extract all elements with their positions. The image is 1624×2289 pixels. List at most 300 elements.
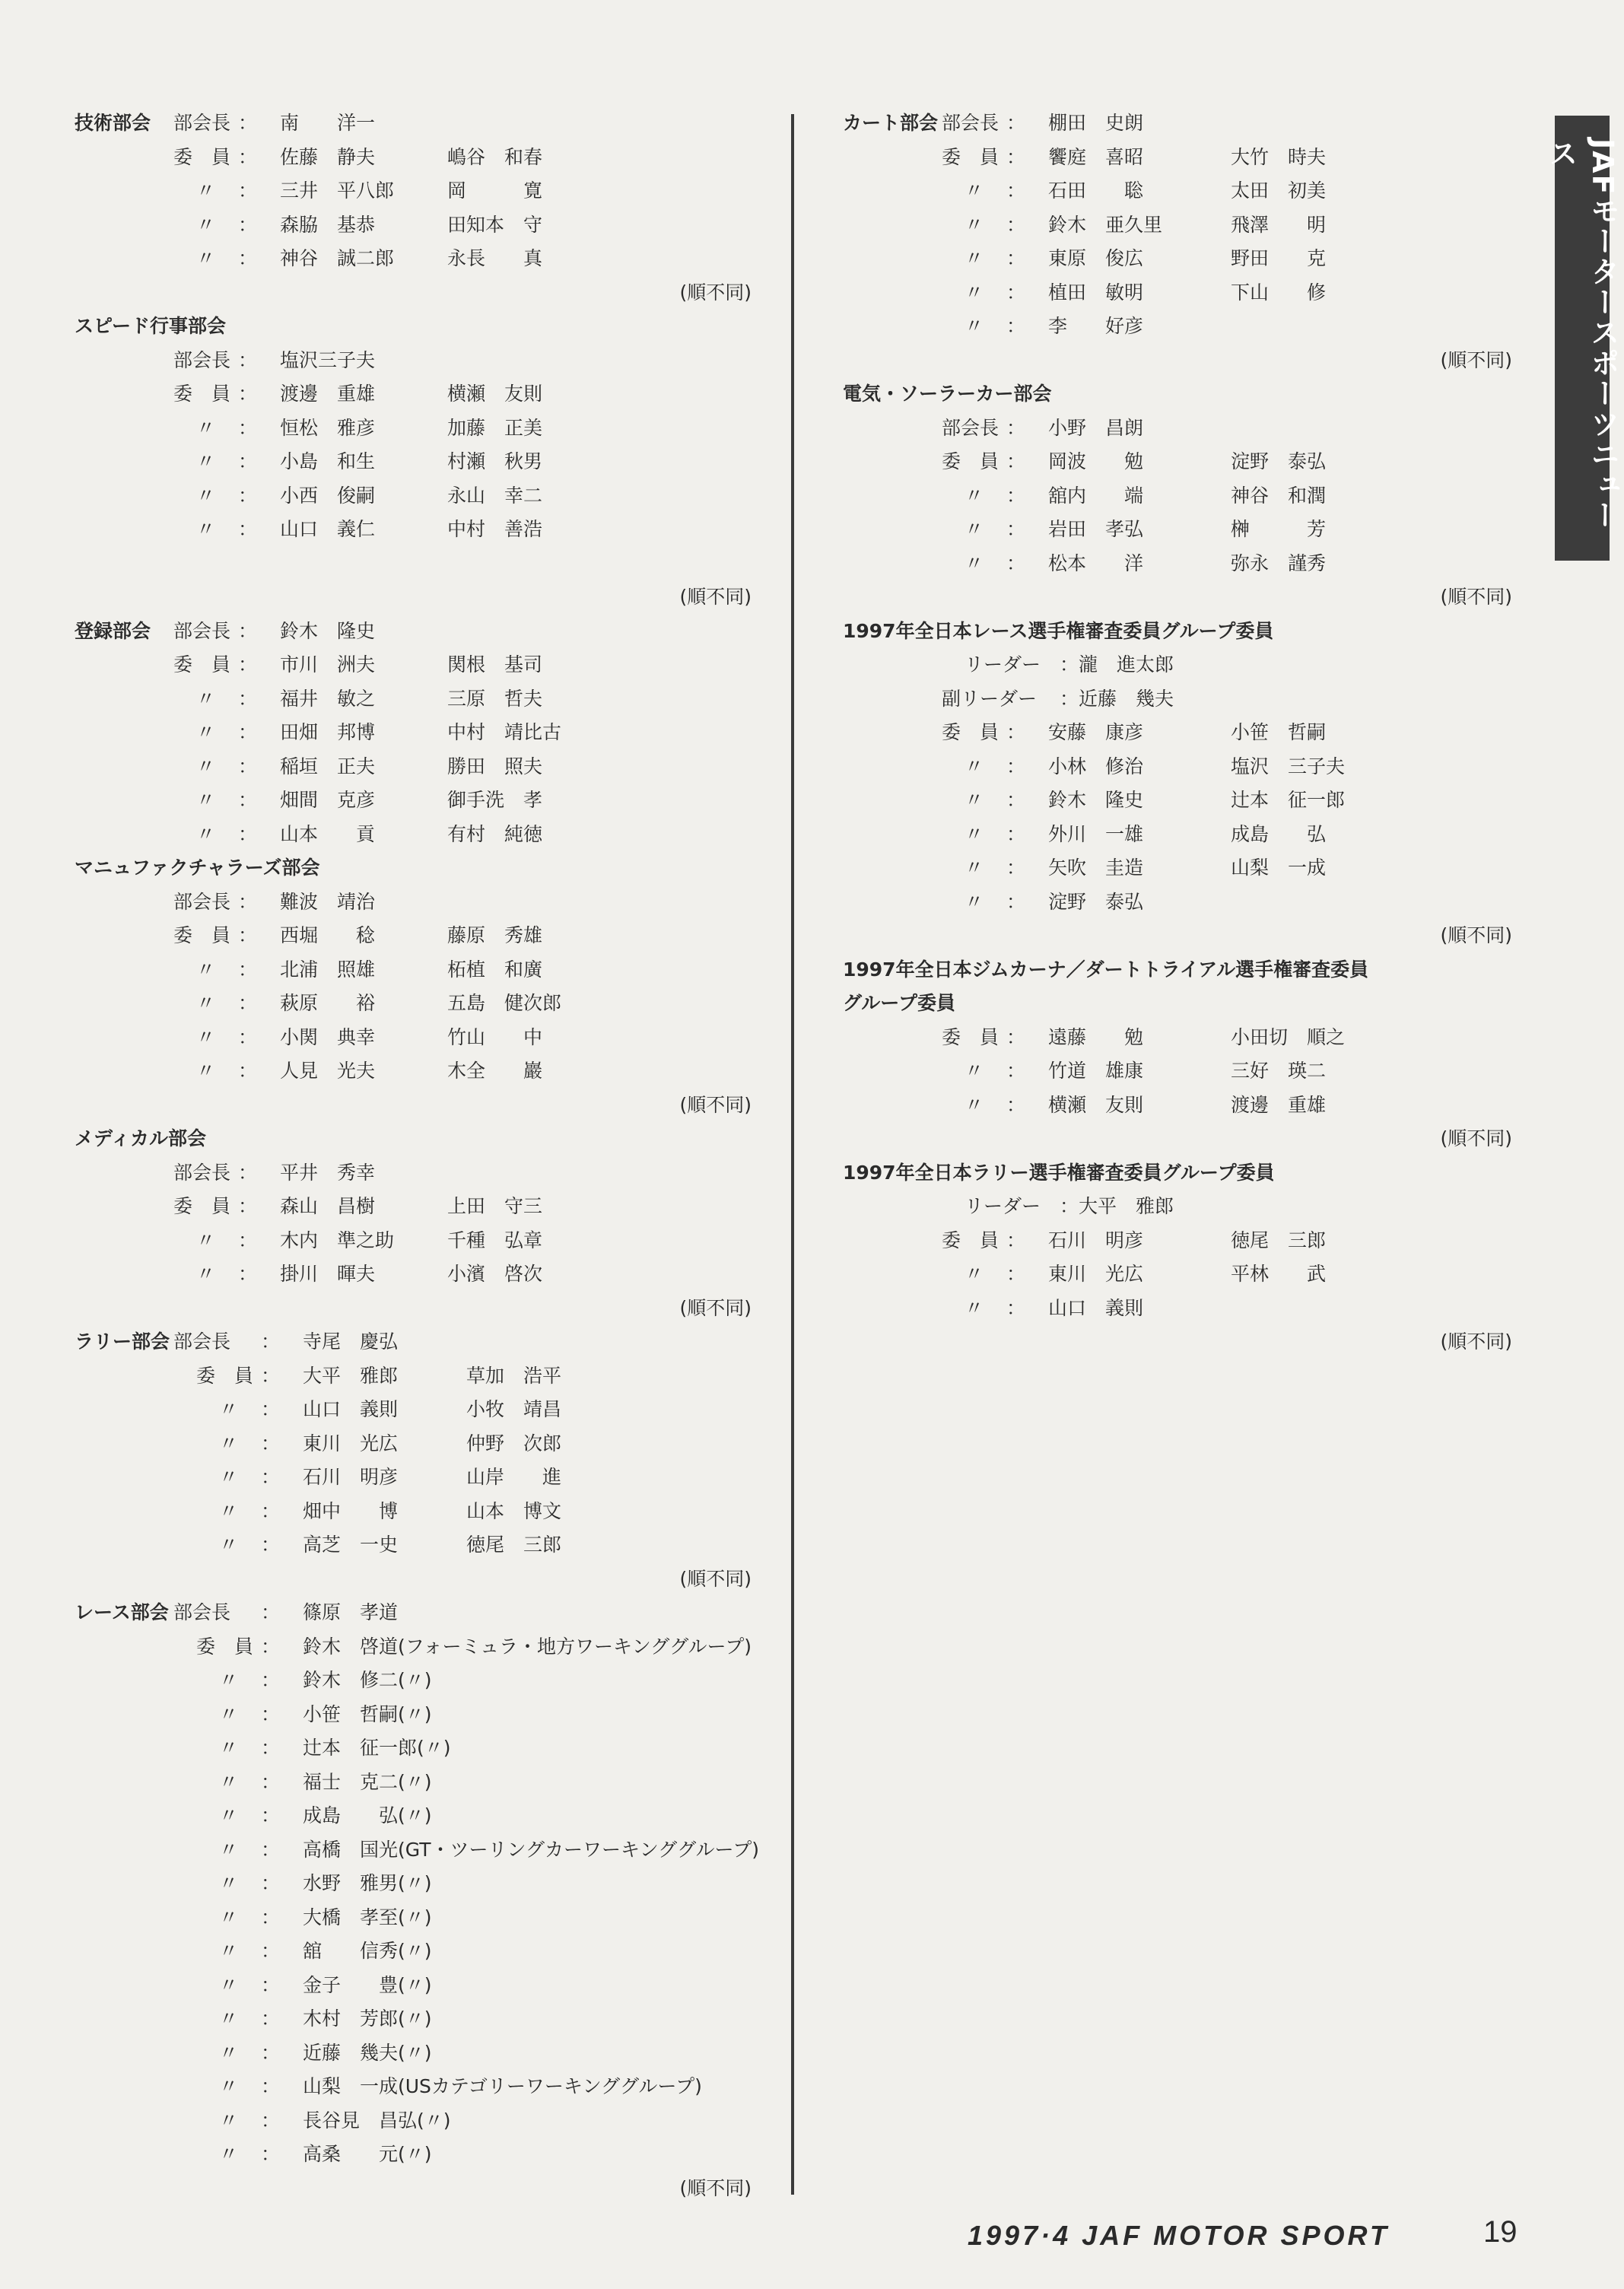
member-name-2: 徳尾 三郎 (466, 1534, 562, 1556)
member-name-2: 岡 寛 (447, 180, 543, 202)
member-role: 〃 (196, 180, 216, 202)
member-name-2: 中村 靖比古 (447, 721, 562, 743)
section-tab-label: JAFモータースポーツニュース (1544, 138, 1619, 531)
colon: ： (238, 958, 258, 981)
member-role: 〃 (196, 247, 216, 269)
member-name-2: 淀野 泰弘 (1231, 450, 1327, 472)
member-role: 〃 (965, 890, 984, 913)
committee-section (843, 615, 1512, 953)
order-note: (順不同) (1440, 348, 1512, 371)
member-role: 〃 (219, 1770, 239, 1793)
member-row (75, 1969, 752, 2003)
colon: ： (238, 145, 258, 168)
member-name: 舘内 端 (1048, 484, 1144, 507)
chair-row (75, 1596, 752, 1630)
member-role: 〃 (196, 822, 216, 845)
member-name: 金子 豊(〃) (303, 1973, 432, 1996)
member-name: 大橋 孝至(〃) (303, 1906, 432, 1928)
member-name: 東川 光広 (303, 1432, 399, 1454)
member-name: 小島 和生 (280, 450, 376, 472)
colon: ： (1006, 247, 1026, 269)
order-note: (順不同) (1440, 586, 1512, 608)
member-role: 委 員 (942, 450, 1000, 472)
member-name-2: 山岸 進 (466, 1466, 562, 1488)
colon: ： (238, 180, 258, 202)
member-role: 委 員 (173, 383, 231, 405)
member-row (75, 784, 752, 818)
chair-name: 篠原 孝道 (303, 1601, 399, 1623)
member-name: 成島 弘(〃) (303, 1804, 432, 1826)
member-role: 〃 (196, 687, 216, 710)
chair-name: 鈴木 隆史 (280, 619, 376, 642)
colon: ： (261, 1973, 281, 1996)
member-role: 〃 (196, 484, 216, 507)
member-role: 〃 (196, 992, 216, 1014)
colon: ： (238, 822, 258, 845)
leader-row (843, 1190, 1512, 1224)
colon: ： (238, 1263, 258, 1285)
member-role: 〃 (965, 1296, 984, 1319)
member-row (75, 1393, 752, 1427)
member-name: 佐藤 静夫 (280, 145, 376, 168)
colon: ： (238, 755, 258, 777)
committee-section (75, 107, 752, 310)
member-role: 〃 (965, 857, 984, 879)
member-role: 〃 (219, 1466, 239, 1488)
section-title: 技術部会 (75, 112, 151, 134)
member-row (75, 1935, 752, 1969)
member-role: 委 員 (173, 924, 231, 946)
member-name: 人見 光夫 (280, 1060, 376, 1082)
member-name: 松本 洋 (1048, 552, 1144, 574)
chair-name: 寺尾 慶弘 (303, 1330, 399, 1353)
colon: ： (1006, 789, 1026, 811)
chair-name: 塩沢三子夫 (280, 348, 376, 371)
colon: ： (261, 1669, 281, 1691)
member-row (843, 445, 1512, 479)
member-role: 〃 (219, 1906, 239, 1928)
member-row (843, 818, 1512, 852)
member-name-2: 神谷 和潤 (1231, 484, 1327, 507)
chair-role: 部会長 (173, 890, 231, 913)
colon: ： (238, 992, 258, 1014)
colon: ： (238, 721, 258, 743)
member-role: 委 員 (196, 1635, 254, 1658)
leader-role: 副リーダー (942, 687, 1038, 710)
colon: ： (1006, 1060, 1026, 1082)
committee-section (75, 851, 752, 1122)
committee-section (843, 107, 1512, 377)
chair-row (75, 1325, 752, 1359)
member-name-2: 加藤 正美 (447, 416, 543, 439)
member-row (75, 1461, 752, 1495)
member-name: 山口 義則 (1048, 1296, 1144, 1319)
chair-row (75, 107, 752, 141)
member-role: 〃 (965, 213, 984, 236)
member-row (75, 953, 752, 987)
colon: ： (261, 1499, 281, 1522)
member-role: 〃 (196, 1025, 216, 1048)
member-name: 近藤 幾夫(〃) (303, 2041, 432, 2064)
member-name: 高桑 元(〃) (303, 2143, 432, 2165)
member-name-2: 御手洗 孝 (447, 789, 543, 811)
chair-row (75, 1156, 752, 1191)
member-row (75, 1224, 752, 1258)
member-row (75, 2036, 752, 2071)
section-title-cont: グループ委員 (843, 992, 956, 1014)
member-name-2: 成島 弘 (1231, 822, 1327, 845)
member-name-2: 小濱 啓次 (447, 1263, 543, 1285)
member-role: 委 員 (196, 1364, 254, 1387)
member-row (843, 513, 1512, 547)
member-row (843, 479, 1512, 513)
colon: ： (261, 1702, 281, 1725)
member-role: 委 員 (173, 1195, 231, 1217)
member-row (75, 818, 752, 852)
member-name-2: 有村 純徳 (447, 822, 543, 845)
member-row (75, 750, 752, 784)
colon: ： (238, 1025, 258, 1048)
member-name: 水野 雅男(〃) (303, 1872, 432, 1894)
member-role: 〃 (219, 2008, 239, 2030)
member-name: 渡邊 重雄 (280, 383, 376, 405)
member-row (75, 2138, 752, 2172)
member-role: 〃 (219, 1973, 239, 1996)
member-name-2: 永山 幸二 (447, 484, 543, 507)
leader-role: リーダー (965, 1195, 1041, 1217)
colon: ： (1006, 145, 1026, 168)
colon: ： (238, 348, 258, 371)
committee-section (843, 1156, 1512, 1359)
member-row (75, 1054, 752, 1089)
member-row (843, 1292, 1512, 1326)
member-row (843, 1224, 1512, 1258)
member-name-2: 永長 真 (447, 247, 543, 269)
member-role: 〃 (196, 518, 216, 540)
colon: ： (261, 1635, 281, 1658)
member-role: 〃 (219, 1872, 239, 1894)
colon: ： (1006, 112, 1026, 134)
member-name: 竹道 雄康 (1048, 1060, 1144, 1082)
member-name: 植田 敏明 (1048, 281, 1144, 304)
member-role: 〃 (219, 1804, 239, 1826)
order-note: (順不同) (1440, 1127, 1512, 1149)
colon: ： (238, 653, 258, 676)
colon: ： (238, 416, 258, 439)
member-name-2: 柘植 和廣 (447, 958, 543, 981)
committee-section (843, 953, 1512, 1156)
leader-name: 大平 雅郎 (1079, 1195, 1174, 1217)
member-row (843, 310, 1512, 344)
colon: ： (1006, 1025, 1026, 1048)
member-role: 委 員 (173, 145, 231, 168)
chair-name: 難波 靖治 (280, 890, 376, 913)
member-name: 掛川 暉夫 (280, 1263, 376, 1285)
leader-name: 近藤 幾夫 (1079, 687, 1174, 710)
member-name: 辻本 征一郎(〃) (303, 1737, 451, 1759)
section-title: 登録部会 (75, 619, 151, 642)
member-row (843, 851, 1512, 885)
colon: ： (238, 247, 258, 269)
colon: ： (238, 924, 258, 946)
member-role: 〃 (219, 1737, 239, 1759)
colon: ： (1006, 315, 1026, 337)
member-name: 木内 準之助 (280, 1229, 395, 1251)
colon: ： (1006, 1263, 1026, 1285)
colon: ： (1006, 180, 1026, 202)
colon: ： (261, 1838, 281, 1861)
member-name-2: 田知本 守 (447, 213, 543, 236)
member-role: 〃 (196, 721, 216, 743)
member-role: 〃 (219, 1940, 239, 1962)
member-name-2: 村瀬 秋男 (447, 450, 543, 472)
colon: ： (1060, 653, 1079, 676)
order-note: (順不同) (679, 281, 752, 304)
order-note: (順不同) (1440, 924, 1512, 946)
member-name-2: 山本 博文 (466, 1499, 562, 1522)
colon: ： (261, 2075, 281, 2097)
colon: ： (238, 1195, 258, 1217)
colon: ： (238, 619, 258, 642)
colon: ： (1006, 213, 1026, 236)
member-name: 長谷見 昌弘(〃) (303, 2109, 451, 2132)
member-row (75, 1901, 752, 1935)
member-name: 森脇 基恭 (280, 213, 376, 236)
member-row (75, 1833, 760, 1868)
member-row (75, 242, 752, 276)
colon: ： (238, 1161, 258, 1184)
colon: ： (1006, 755, 1026, 777)
member-role: 〃 (196, 755, 216, 777)
member-row (75, 1359, 752, 1394)
committee-section (75, 310, 752, 615)
chair-row (75, 615, 752, 649)
colon: ： (238, 687, 258, 710)
colon: ： (261, 1364, 281, 1387)
member-role: 委 員 (942, 721, 1000, 743)
order-note: (順不同) (679, 2176, 752, 2199)
member-name-2: 渡邊 重雄 (1231, 1093, 1327, 1116)
member-row (843, 174, 1512, 208)
section-tab (1544, 116, 1619, 561)
member-row (75, 716, 752, 750)
colon: ： (1006, 1229, 1026, 1251)
member-name: 福士 克二(〃) (303, 1770, 432, 1793)
colon: ： (238, 518, 258, 540)
member-row (843, 716, 1512, 750)
member-name: 山口 義則 (303, 1398, 399, 1420)
order-note: (順不同) (679, 586, 752, 608)
member-name-2: 徳尾 三郎 (1231, 1229, 1327, 1251)
member-name-2: 小田切 順之 (1231, 1025, 1346, 1048)
committee-section (75, 1596, 760, 2205)
member-name: 鈴木 隆史 (1048, 789, 1144, 811)
footer-issue: 1997·4 JAF MOTOR SPORT (968, 2220, 1390, 2251)
member-row (75, 1257, 752, 1292)
page-number: 19 (1483, 2215, 1518, 2249)
member-role: 〃 (219, 2109, 239, 2132)
member-role: 〃 (965, 822, 984, 845)
section-title: 電気・ソーラーカー部会 (843, 383, 1052, 405)
committee-section (75, 615, 752, 852)
colon: ： (261, 2109, 281, 2132)
member-name: 田畑 邦博 (280, 721, 376, 743)
colon: ： (261, 1601, 281, 1623)
member-name: 高芝 一史 (303, 1534, 399, 1556)
section-title: マニュファクチャラーズ部会 (75, 857, 320, 879)
section-title: スピード行事部会 (75, 315, 227, 337)
member-name: 恒松 雅彦 (280, 416, 376, 439)
member-name-2: 平林 武 (1231, 1263, 1327, 1285)
section-title: 1997年全日本ジムカーナ／ダートトライアル選手権審査委員 (843, 958, 1369, 981)
member-name-2: 竹山 中 (447, 1025, 543, 1048)
member-role: 〃 (965, 789, 984, 811)
order-note: (順不同) (679, 1296, 752, 1319)
chair-name: 棚田 史朗 (1048, 112, 1144, 134)
colon: ： (261, 1534, 281, 1556)
member-row (843, 1021, 1512, 1055)
chair-row (75, 344, 752, 378)
member-role: 〃 (219, 2143, 239, 2165)
section-title: ラリー部会 (75, 1330, 170, 1353)
order-note: (順不同) (679, 1093, 752, 1116)
member-name: 鈴木 啓道(フォーミュラ・地方ワーキンググループ) (303, 1635, 752, 1658)
colon: ： (261, 2143, 281, 2165)
member-name: 木村 芳郎(〃) (303, 2008, 432, 2030)
member-name: 西堀 稔 (280, 924, 376, 946)
colon: ： (238, 789, 258, 811)
member-name: 神谷 誠二郎 (280, 247, 395, 269)
member-row (75, 2070, 752, 2104)
member-row (75, 648, 752, 682)
order-note: (順不同) (679, 1567, 752, 1590)
member-name: 小笹 哲嗣(〃) (303, 1702, 432, 1725)
member-row (75, 1799, 752, 1833)
member-name: 大平 雅郎 (303, 1364, 399, 1387)
member-name: 石川 明彦 (303, 1466, 399, 1488)
member-row (75, 1630, 752, 1664)
member-role: 委 員 (942, 145, 1000, 168)
section-title: 1997年全日本ラリー選手権審査委員グループ委員 (843, 1161, 1275, 1184)
chair-row (75, 885, 752, 920)
colon: ： (1006, 1093, 1026, 1116)
right-column (843, 107, 1512, 1359)
member-role: 〃 (965, 518, 984, 540)
colon: ： (1006, 857, 1026, 879)
member-row (75, 1664, 752, 1698)
member-row (75, 1190, 752, 1224)
member-name: 横瀬 友則 (1048, 1093, 1144, 1116)
colon: ： (238, 890, 258, 913)
member-role: 委 員 (942, 1025, 1000, 1048)
colon: ： (238, 213, 258, 236)
member-row (843, 1257, 1512, 1292)
member-name-2: 野田 克 (1231, 247, 1327, 269)
colon: ： (261, 1872, 281, 1894)
member-name-2: 横瀬 友則 (447, 383, 543, 405)
member-role: 委 員 (942, 1229, 1000, 1251)
chair-role: 部会長 (173, 619, 231, 642)
colon: ： (261, 2008, 281, 2030)
member-row (843, 141, 1512, 175)
colon: ： (238, 383, 258, 405)
colon: ： (238, 450, 258, 472)
member-name: 小林 修治 (1048, 755, 1144, 777)
member-name: 岡波 勉 (1048, 450, 1144, 472)
member-name-2: 辻本 征一郎 (1231, 789, 1346, 811)
member-name-2: 中村 善浩 (447, 518, 543, 540)
colon: ： (261, 1906, 281, 1928)
member-role: 〃 (196, 1263, 216, 1285)
member-name-2: 塩沢 三子夫 (1231, 755, 1346, 777)
chair-name: 南 洋一 (280, 112, 376, 134)
member-name: 饗庭 喜昭 (1048, 145, 1144, 168)
chair-name: 平井 秀幸 (280, 1161, 376, 1184)
member-row (75, 445, 752, 479)
chair-role: 部会長 (173, 348, 231, 371)
member-name-2: 山梨 一成 (1231, 857, 1327, 879)
member-name: 福井 敏之 (280, 687, 376, 710)
colon: ： (1006, 416, 1026, 439)
member-row (75, 682, 752, 717)
member-row (75, 987, 752, 1021)
member-row (75, 1766, 752, 1800)
member-row (75, 1867, 752, 1901)
member-role: 〃 (219, 1702, 239, 1725)
section-title: メディカル部会 (75, 1127, 207, 1149)
member-name-2: 木全 巖 (447, 1060, 543, 1082)
member-name-2: 飛澤 明 (1231, 213, 1327, 236)
colon: ： (1006, 484, 1026, 507)
member-name-2: 勝田 照夫 (447, 755, 543, 777)
member-name: 遠藤 勉 (1048, 1025, 1144, 1048)
member-name: 淀野 泰弘 (1048, 890, 1144, 913)
member-role: 〃 (196, 958, 216, 981)
member-row (75, 1495, 752, 1529)
colon: ： (238, 484, 258, 507)
member-row (75, 208, 752, 243)
member-name-2: 榊 芳 (1231, 518, 1327, 540)
committee-section (75, 1122, 752, 1325)
member-row (843, 784, 1512, 818)
colon: ： (261, 1804, 281, 1826)
colon: ： (261, 1770, 281, 1793)
leader-row (843, 648, 1512, 682)
member-name-2: 藤原 秀雄 (447, 924, 543, 946)
member-role: 〃 (965, 1093, 984, 1116)
member-name: 東川 光広 (1048, 1263, 1144, 1285)
member-name: 舘 信秀(〃) (303, 1940, 432, 1962)
member-role: 〃 (196, 416, 216, 439)
spacer (75, 547, 752, 581)
member-name: 北浦 照雄 (280, 958, 376, 981)
member-role: 〃 (219, 2041, 239, 2064)
member-name: 鈴木 亜久里 (1048, 213, 1163, 236)
leader-role: リーダー (965, 653, 1041, 676)
chair-role: 部会長 (173, 112, 231, 134)
member-row (75, 141, 752, 175)
member-row (75, 1698, 752, 1732)
colon: ： (1006, 721, 1026, 743)
member-row (75, 479, 752, 513)
member-role: 〃 (965, 755, 984, 777)
committee-section (75, 1325, 752, 1596)
member-name-2: 太田 初美 (1231, 180, 1327, 202)
leader-row (843, 682, 1512, 717)
member-role: 〃 (196, 213, 216, 236)
chair-name: 小野 昌朗 (1048, 416, 1144, 439)
chair-role: 部会長 (942, 112, 1000, 134)
